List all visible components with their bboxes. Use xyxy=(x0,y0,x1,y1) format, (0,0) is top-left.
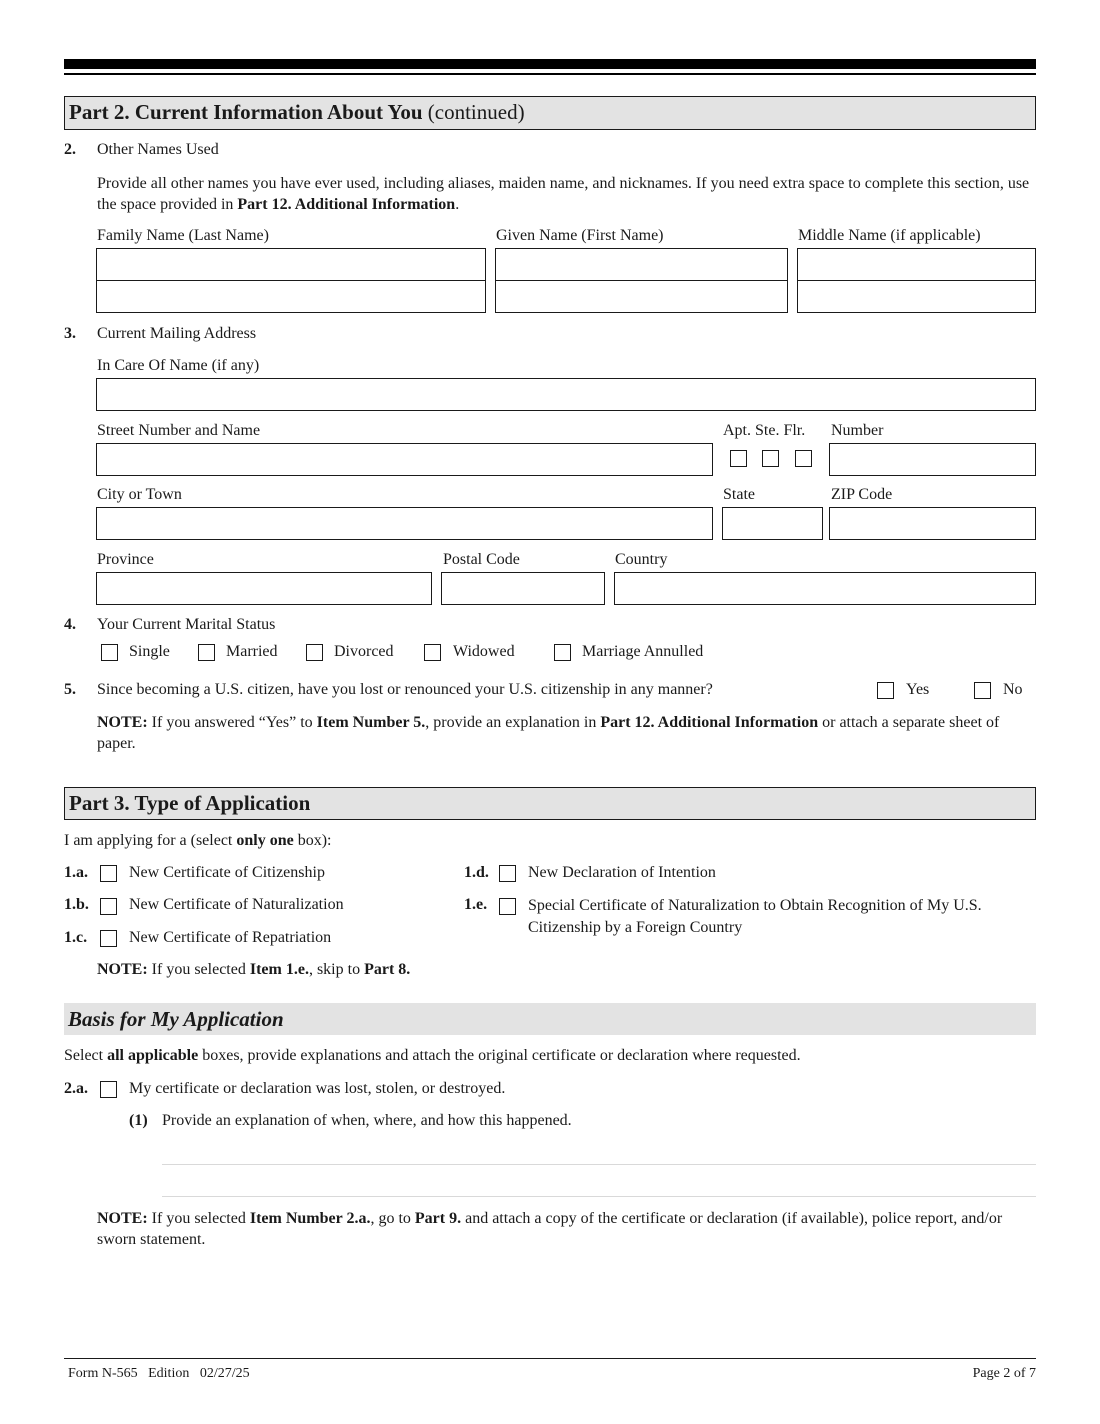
state-label: State xyxy=(723,486,755,503)
divorced-checkbox[interactable] xyxy=(306,644,323,661)
footer-form-edition: Form N-565 Edition 02/27/25 xyxy=(68,1366,250,1381)
basis-note-c: , go to xyxy=(370,1210,415,1227)
ste-checkbox[interactable] xyxy=(762,450,779,467)
option-1b-checkbox[interactable] xyxy=(100,898,117,915)
option-1c-checkbox[interactable] xyxy=(100,930,117,947)
option-1d-checkbox[interactable] xyxy=(499,865,516,882)
apt-checkbox[interactable] xyxy=(730,450,747,467)
city-label: City or Town xyxy=(97,486,182,503)
apt-number-field[interactable] xyxy=(829,443,1036,476)
part3-title: Part 3. Type of Application xyxy=(69,791,311,815)
flr-checkbox[interactable] xyxy=(795,450,812,467)
family-name-field-1[interactable] xyxy=(96,248,486,281)
country-label: Country xyxy=(615,551,668,568)
option-1a-checkbox[interactable] xyxy=(100,865,117,882)
basis-note-label: NOTE: xyxy=(97,1210,148,1227)
part3-intro xyxy=(64,831,332,852)
given-name-label: Given Name (First Name) xyxy=(496,227,664,244)
option-1e-label: Special Certificate of Naturalization to Obtain Recognition of My U.S. Citizenship by a Foreign Country xyxy=(528,897,982,936)
married-checkbox[interactable] xyxy=(198,644,215,661)
explanation-line-2[interactable] xyxy=(162,1196,1036,1197)
part3-intro-a: I am applying for a (select xyxy=(64,832,237,849)
part3-note-b: Item 1.e. xyxy=(249,961,309,978)
option-1a-number: 1.a. xyxy=(64,864,88,881)
annulled-checkbox[interactable] xyxy=(554,644,571,661)
widowed-checkbox[interactable] xyxy=(424,644,441,661)
divorced-label: Divorced xyxy=(334,643,394,660)
postal-field[interactable] xyxy=(441,572,605,605)
family-name-field-2[interactable] xyxy=(96,280,486,313)
item5-yes-checkbox[interactable] xyxy=(877,682,894,699)
item2a-number: 2.a. xyxy=(64,1080,88,1097)
apt-label: Apt. Ste. Flr. xyxy=(723,422,806,439)
item5-note-e: or attach a separate sheet of paper. xyxy=(97,714,1000,752)
city-field[interactable] xyxy=(96,507,713,540)
care-of-field[interactable] xyxy=(96,378,1036,411)
basis-note xyxy=(97,1208,1027,1250)
family-name-label: Family Name (Last Name) xyxy=(97,227,269,244)
given-name-field-2[interactable] xyxy=(495,280,788,313)
sub1-label: Provide an explanation of when, where, and how this happened. xyxy=(162,1112,572,1129)
item3-number: 3. xyxy=(64,325,76,342)
basis-note-d: Part 9. xyxy=(414,1210,462,1227)
part2-title-text: Part 2. Current Information About You xyxy=(69,100,423,124)
item2-instr-text: Provide all other names you have ever used, including aliases, maiden name, and nicknames. If you need extra space to complete this section, use the space provided in xyxy=(97,175,1030,213)
option-1b-number: 1.b. xyxy=(64,896,89,913)
item2-instr-bold: Part 12. Additional Information xyxy=(237,196,456,213)
item5-question: Since becoming a U.S. citizen, have you lost or renounced your U.S. citizenship in any manner? xyxy=(97,681,713,698)
item4-label: Your Current Marital Status xyxy=(97,616,276,633)
basis-intro-a: Select xyxy=(64,1047,108,1064)
part3-intro-c: box): xyxy=(293,832,332,849)
part2-header xyxy=(64,96,1036,130)
province-label: Province xyxy=(97,551,154,568)
single-checkbox[interactable] xyxy=(101,644,118,661)
sub1-number: (1) xyxy=(129,1112,148,1129)
item5-note-d: Part 12. Additional Information xyxy=(600,714,819,731)
option-1e-number: 1.e. xyxy=(464,896,488,913)
footer-page-number: Page 2 of 7 xyxy=(972,1366,1036,1381)
basis-header xyxy=(64,1003,1036,1035)
street-label: Street Number and Name xyxy=(97,422,261,439)
footer-rule xyxy=(64,1358,1036,1359)
annulled-label: Marriage Annulled xyxy=(582,643,704,660)
basis-note-b: Item Number 2.a. xyxy=(249,1210,371,1227)
item5-no-label: No xyxy=(1003,681,1023,698)
explanation-line-1[interactable] xyxy=(162,1164,1036,1165)
country-field[interactable] xyxy=(614,572,1036,605)
part3-header xyxy=(64,787,1036,820)
item5-note-c: , provide an explanation in xyxy=(425,714,601,731)
item2-instr-end: . xyxy=(455,196,460,213)
item5-note xyxy=(97,712,1027,754)
part3-note-d: Part 8. xyxy=(364,961,411,978)
option-1d-label: New Declaration of Intention xyxy=(528,864,716,881)
item2-instructions xyxy=(97,173,1037,215)
married-label: Married xyxy=(226,643,278,660)
part3-intro-b: only one xyxy=(236,832,294,849)
province-field[interactable] xyxy=(96,572,432,605)
number-label: Number xyxy=(831,422,884,439)
widowed-label: Widowed xyxy=(453,643,515,660)
part3-note xyxy=(97,960,410,981)
item4-number: 4. xyxy=(64,616,76,633)
item5-yes-label: Yes xyxy=(906,681,930,698)
state-field[interactable] xyxy=(722,507,823,540)
part2-title xyxy=(69,100,525,125)
part3-note-c: , skip to xyxy=(308,961,365,978)
item2-number: 2. xyxy=(64,141,76,158)
basis-title: Basis for My Application xyxy=(68,1007,284,1031)
item5-note-label: NOTE: xyxy=(97,714,148,731)
part2-continued: (continued) xyxy=(427,100,525,124)
item2a-label: My certificate or declaration was lost, stolen, or destroyed. xyxy=(129,1080,506,1097)
basis-intro-c: boxes, provide explanations and attach the original certificate or declaration where requested. xyxy=(198,1047,801,1064)
top-thick-rule xyxy=(64,59,1036,69)
option-1e-checkbox[interactable] xyxy=(499,898,516,915)
basis-intro-b: all applicable xyxy=(107,1047,199,1064)
basis-intro xyxy=(64,1046,801,1067)
option-1a-label: New Certificate of Citizenship xyxy=(129,864,325,881)
item2-label: Other Names Used xyxy=(97,141,219,158)
middle-name-field-1[interactable] xyxy=(797,248,1036,281)
basis-note-e: and attach a copy of the certificate or declaration (if available), police report, and/or sworn statement. xyxy=(97,1210,1003,1248)
middle-name-label: Middle Name (if applicable) xyxy=(798,227,981,244)
item2a-checkbox[interactable] xyxy=(100,1081,117,1098)
street-field[interactable] xyxy=(96,443,713,476)
postal-label: Postal Code xyxy=(443,551,520,568)
basis-note-a: If you selected xyxy=(147,1210,250,1227)
middle-name-field-2[interactable] xyxy=(797,280,1036,313)
option-1b-label: New Certificate of Naturalization xyxy=(129,896,344,913)
part3-note-label: NOTE: xyxy=(97,961,148,978)
top-thin-rule xyxy=(64,73,1036,75)
option-1c-label: New Certificate of Repatriation xyxy=(129,929,332,946)
item5-note-b: Item Number 5. xyxy=(316,714,426,731)
item3-label: Current Mailing Address xyxy=(97,325,257,342)
option-1c-number: 1.c. xyxy=(64,929,88,946)
part3-note-a: If you selected xyxy=(147,961,250,978)
care-of-label: In Care Of Name (if any) xyxy=(97,357,260,374)
item5-number: 5. xyxy=(64,681,76,698)
zip-label: ZIP Code xyxy=(831,486,893,503)
option-1d-number: 1.d. xyxy=(464,864,489,881)
item5-note-a: If you answered “Yes” to xyxy=(147,714,317,731)
single-label: Single xyxy=(129,643,170,660)
item5-no-checkbox[interactable] xyxy=(974,682,991,699)
given-name-field-1[interactable] xyxy=(495,248,788,281)
zip-field[interactable] xyxy=(829,507,1036,540)
